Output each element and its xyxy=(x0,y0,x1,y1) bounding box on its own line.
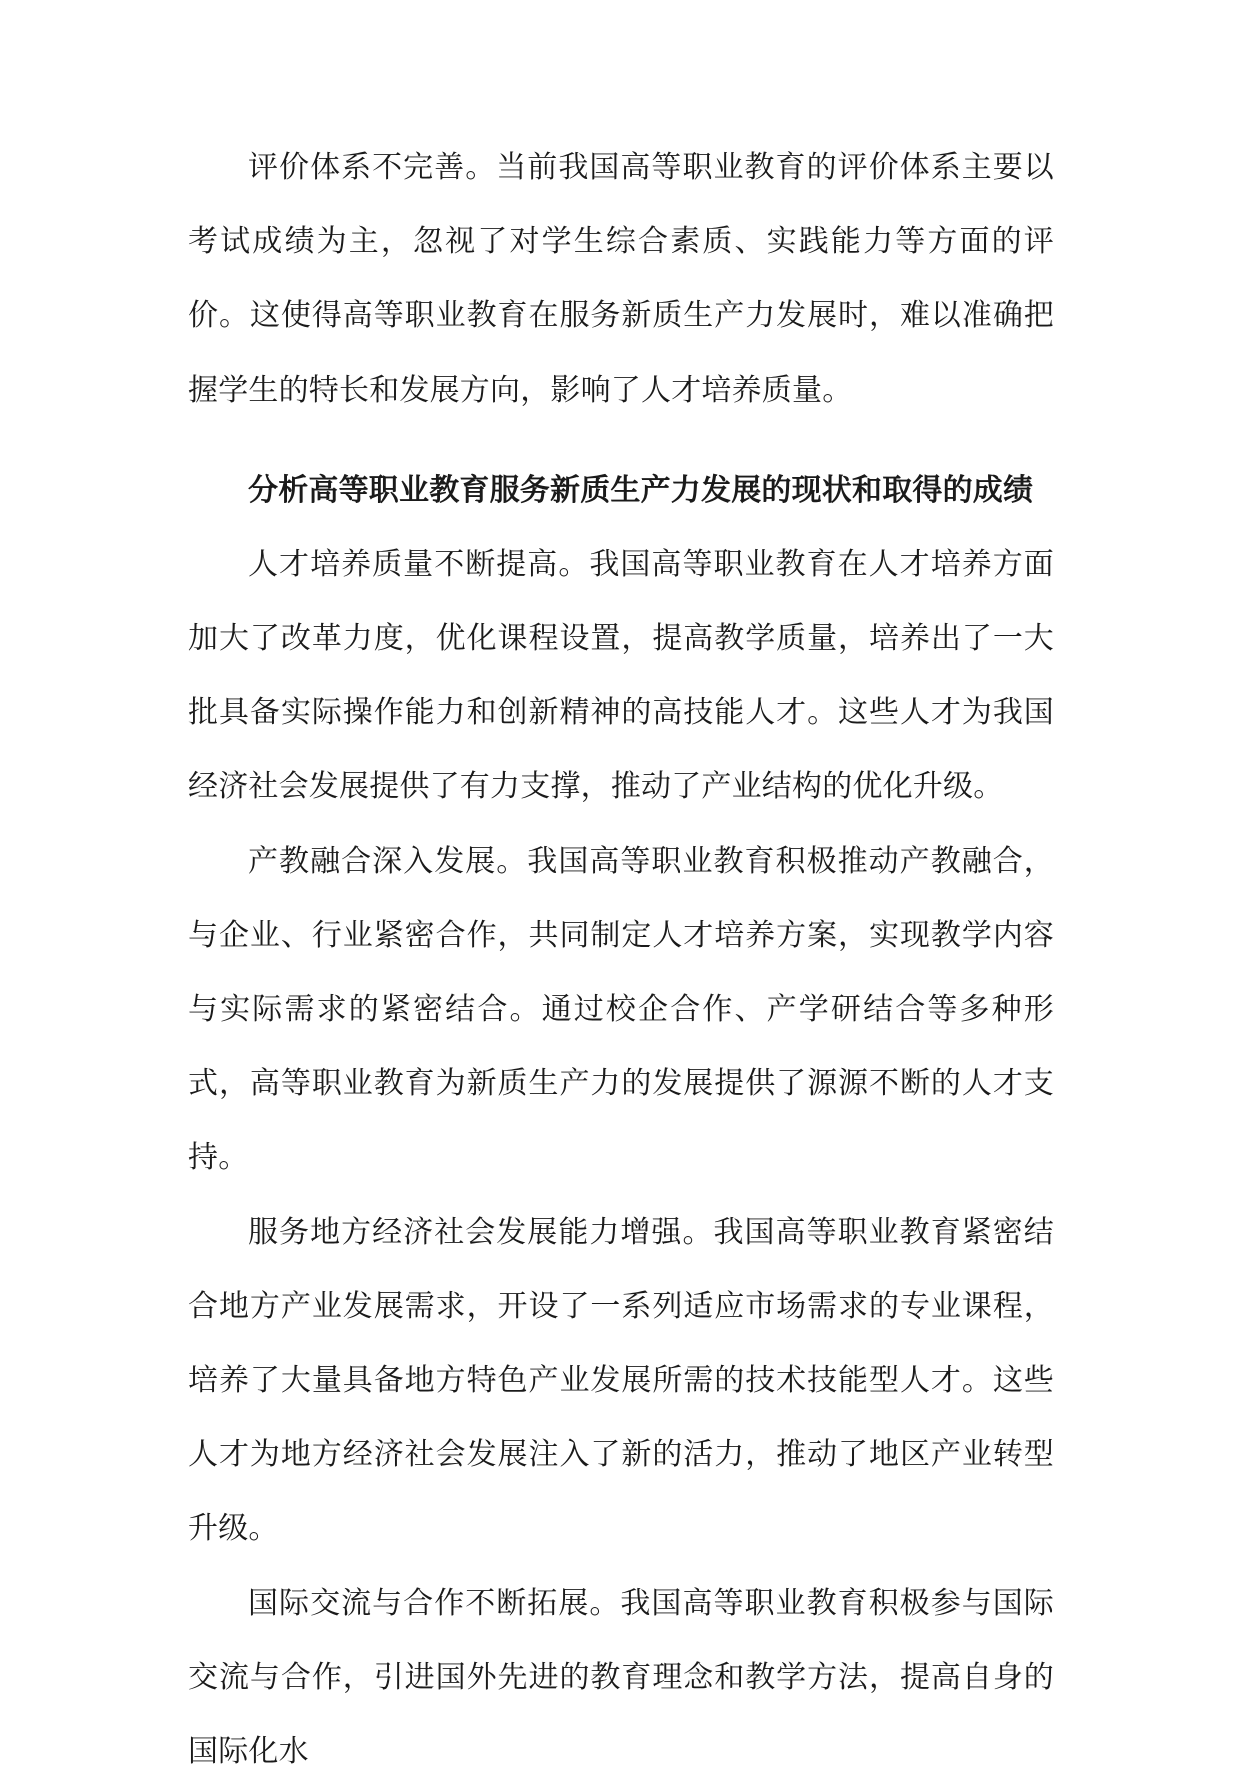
paragraph-local-development: 服务地方经济社会发展能力增强。我国高等职业教育紧密结合地方产业发展需求，开设了一系列适应市场需求的专业课程，培养了大量具备地方特色产业发展所需的技术技能型人才。这些人才为地方经济社会发展注入了新的活力，推动了地区产业转型升级。 xyxy=(188,1214,1054,1547)
section-heading: 分析高等职业教育服务新质生产力发展的现状和取得的成绩 xyxy=(248,472,1034,508)
paragraph-industry-education-integration: 产教融合深入发展。我国高等职业教育积极推动产教融合，与企业、行业紧密合作，共同制定人才培养方案，实现教学内容与实际需求的紧密结合。通过校企合作、产学研结合等多种形式，高等职业教育为新质生产力的发展提供了源源不断的人才支持。 xyxy=(188,843,1054,1176)
paragraph-international-cooperation: 国际交流与合作不断拓展。我国高等职业教育积极参与国际交流与合作，引进国外先进的教育理念和教学方法，提高自身的国际化水 xyxy=(188,1585,1054,1770)
paragraph-evaluation-system: 评价体系不完善。当前我国高等职业教育的评价体系主要以考试成绩为主，忽视了对学生综合素质、实践能力等方面的评价。这使得高等职业教育在服务新质生产力发展时，难以准确把握学生的特长和发展方向，影响了人才培养质量。 xyxy=(188,150,1054,408)
document-page xyxy=(188,131,1054,1789)
paragraph-talent-quality: 人才培养质量不断提高。我国高等职业教育在人才培养方面加大了改革力度，优化课程设置，提高教学质量，培养出了一大批具备实际操作能力和创新精神的高技能人才。这些人才为我国经济社会发展提供了有力支撑，推动了产业结构的优化升级。 xyxy=(188,546,1054,805)
